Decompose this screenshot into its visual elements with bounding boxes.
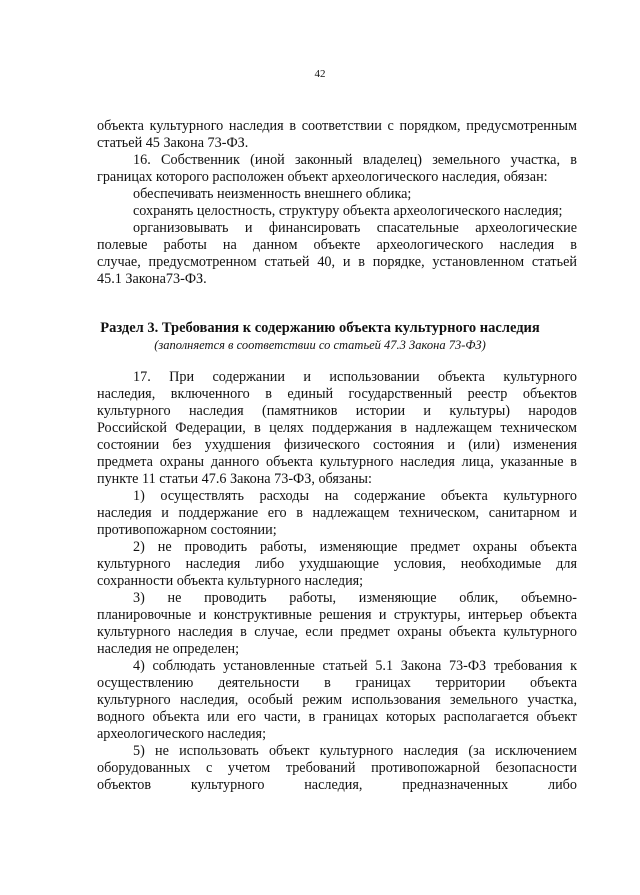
text-line: состоянии без ухудшения физического состояния и (или) изменения	[97, 437, 577, 453]
text-line: случае, предусмотренном статьей 40, и в порядке, установленном статьей	[97, 254, 577, 270]
text-line: объектов культурного наследия, предназначенных либо	[97, 777, 577, 793]
text-line: 1) осуществлять расходы на содержание объекта культурного	[133, 488, 577, 504]
text-line: противопожарном состоянии;	[97, 522, 277, 538]
text-line: 3) не проводить работы, изменяющие облик, объемно-	[133, 590, 577, 606]
text-line: 16. Собственник (иной законный владелец) земельного участка, в	[133, 152, 577, 168]
text-line: планировочные и конструктивные решения и структуры, интерьер объекта	[97, 607, 577, 623]
text-line: осуществлению деятельности в границах территории объекта	[97, 675, 577, 691]
text-line: наследия, включенного в единый государственный реестр объектов	[97, 386, 577, 402]
text-line: культурного наследия либо ухудшающие условия, необходимые для	[97, 556, 577, 572]
text-line: границах которого расположен объект археологического наследия, обязан:	[97, 169, 548, 185]
text-line: 5) не использовать объект культурного наследия (за исключением	[133, 743, 577, 759]
text-line: водного объекта или его части, в границах которых располагается объект	[97, 709, 577, 725]
text-line: объекта культурного наследия в соответствии с порядком, предусмотренным	[97, 118, 577, 134]
text-line: пункте 11 статьи 47.6 Закона 73-ФЗ, обязаны:	[97, 471, 372, 487]
text-line: археологического наследия;	[97, 726, 267, 742]
text-line: статьей 45 Закона 73-ФЗ.	[97, 135, 249, 151]
text-line: 17. При содержании и использовании объекта культурного	[133, 369, 577, 385]
text-line: наследия и поддержание его в надлежащем техническом, санитарном и	[97, 505, 577, 521]
page-number: 42	[314, 68, 326, 80]
text-line: оборудованных с учетом требований противопожарной безопасности	[97, 760, 577, 776]
text-line: предмета охраны данного объекта культурного наследия лица, указанные в	[97, 454, 577, 470]
text-line: сохранности объекта культурного наследия;	[97, 573, 364, 589]
text-line: обеспечивать неизменность внешнего облика;	[133, 186, 412, 202]
text-line: культурного наследия, особый режим использования земельного участка,	[97, 692, 577, 708]
text-line: организовывать и финансировать спасательные археологические	[133, 220, 577, 236]
text-line: 2) не проводить работы, изменяющие предмет охраны объекта	[133, 539, 577, 555]
text-line: культурного наследия в случае, если предмет охраны объекта культурного	[97, 624, 577, 640]
text-line: культурного наследия (памятников истории и культуры) народов	[97, 403, 577, 419]
text-line: Российской Федерации, в целях поддержания в надлежащем техническом	[97, 420, 577, 436]
text-line: 4) соблюдать установленные статьей 5.1 Закона 73-ФЗ требования к	[133, 658, 577, 674]
section-subtitle: (заполняется в соответствии со статьей 47.3 Закона 73-ФЗ)	[154, 338, 486, 352]
text-line: 45.1 Закона73-ФЗ.	[97, 271, 207, 287]
text-line: полевые работы на данном объекте археологического наследия в	[97, 237, 577, 253]
text-line: сохранять целостность, структуру объекта археологического наследия;	[133, 203, 563, 219]
text-line: наследия не определен;	[97, 641, 240, 657]
section-title: Раздел 3. Требования к содержанию объекта культурного наследия	[100, 320, 540, 336]
